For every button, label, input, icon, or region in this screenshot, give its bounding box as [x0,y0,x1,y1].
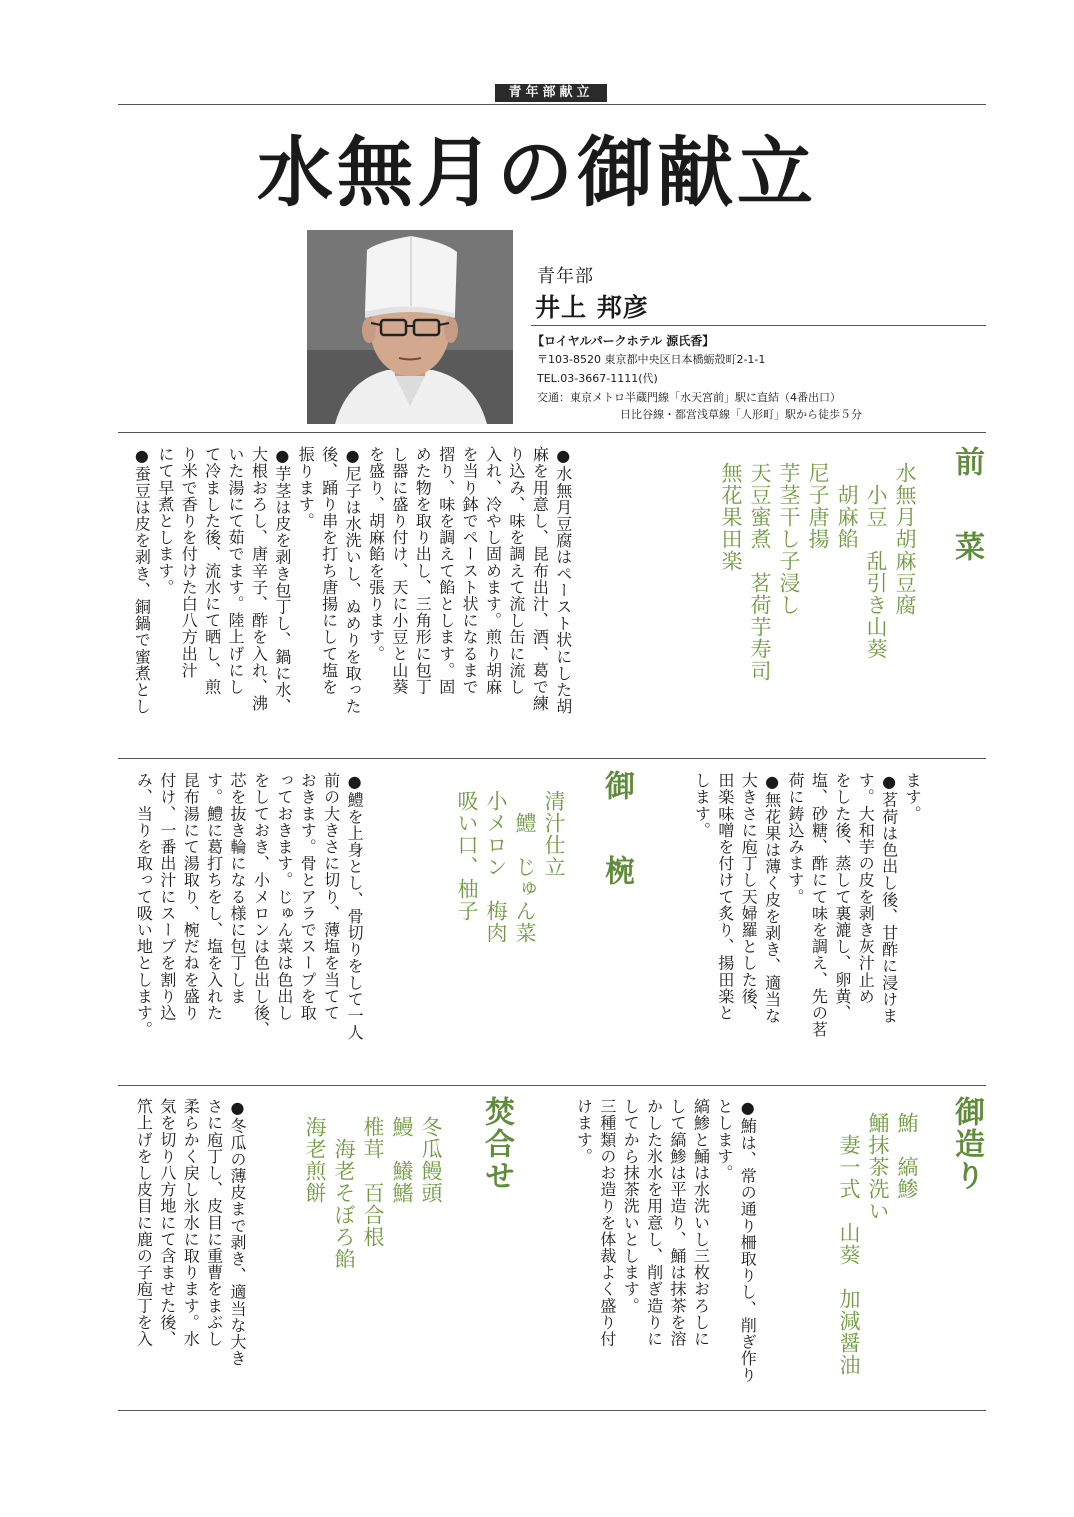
text-line: 塩、砂糖、酢にて味を調え、先の茗 [809,772,829,1038]
text-line: ●水無月豆腐はペースト状にした胡 [553,446,573,715]
text-line: 柔らかく戻し氷水に取ります。水 [181,1098,201,1347]
owan-body-continued [690,772,924,1077]
chef-portrait-image [307,230,513,424]
text-line: て冷ました後、流水にて晒し、煎 [202,446,222,695]
section-tag: 青年部献立 [495,84,607,102]
text-line: めた物を取り出し、三角形に包丁 [413,446,433,695]
owan-menu-item: 清汁仕立 [542,790,566,878]
author-name: 井上 邦彦 [535,293,649,322]
author-department: 青年部 [537,266,594,287]
text-line: とします。 [714,1098,734,1181]
text-line: 大きさに庖丁し天婦羅とした後、 [739,772,759,1021]
text-line: ます。 [903,772,923,822]
text-line: をしておき、小メロンは色出し後、 [251,772,271,1038]
text-line: をした後、蒸して裏漉し、卵黄、 [832,772,852,1021]
text-line: けます。 [574,1098,594,1165]
otsukuri-menu-item: 鯒抹茶洗い [866,1112,890,1222]
owan-heading: 御 椀 [599,770,634,895]
text-line: ●芋茎は皮を剥き包丁し、鍋に水、 [272,446,292,715]
text-line: っておきます。じゅん菜は色出し [274,772,294,1021]
text-line: 摺り、味を調えて餡とします。固 [436,446,456,695]
telephone: TEL.03-3667-1111(代) [537,372,658,385]
page-title: 水無月の御献立 [257,128,817,217]
takiawase-heading: 焚合せ [479,1096,514,1192]
otsukuri-menu-item: 妻一式 山葵 加減醤油 [837,1112,861,1376]
text-line: ●鱧を上身とし、骨切りをして一人 [345,772,365,1041]
owan-menu-item: 鱧 じゅん菜 [513,790,537,944]
header-rule [118,104,986,105]
text-line: ●鮪は、常の通り柵取りし、削ぎ作り [738,1098,758,1384]
takiawase-menu-item: 海老そぼろ餡 [332,1116,356,1270]
text-line: し器に盛り付け、天に小豆と山葵 [389,446,409,695]
text-line: 田楽味噌を付けて炙り、揚田楽と [715,772,735,1021]
text-line: 笊上げをし皮目に鹿の子庖丁を入 [134,1098,154,1347]
text-line: 気を切り八方地にて含ませた後、 [157,1098,177,1347]
text-line: ●蚕豆は皮を剥き、銅鍋で蜜煮とし [132,446,152,715]
text-line: して縞鯵は平造り、鯒は抹茶を溶 [668,1098,688,1347]
zensai-body [130,446,575,751]
text-line: み、当りを取って吸い地とします。 [134,772,154,1038]
text-line: にて早煮とします。 [155,446,175,596]
band-rule-3 [118,1085,986,1086]
text-line: 縞鯵と鯒は水洗いし三枚おろしに [691,1098,711,1347]
zensai-menu-item: 小豆 乱引き山葵 [864,462,888,660]
text-line: 昆布湯にて湯取り、椀だねを盛り [181,772,201,1021]
address: 〒103-8520 東京都中央区日本橋蛎殻町2-1-1 [537,353,766,366]
text-line: ●尼子は水洗いし、ぬめりを取った [343,446,363,715]
band-rule-2 [118,758,986,759]
text-line: します。 [692,772,712,839]
otsukuri-menu [834,1112,921,1402]
otsukuri-menu-item: 鮪 縞鯵 [895,1112,919,1200]
hotel-name: 【ロイヤルパークホテル 源氏香】 [532,334,715,348]
text-line: ●無花果は薄く皮を剥き、適当な [762,772,782,1024]
zensai-menu-item: 芋茎干し子浸し [777,462,801,616]
author-rule [531,325,986,326]
owan-menu-item: 吸い口、柚子 [455,790,479,922]
zensai-menu-item: 胡麻餡 [835,462,859,550]
owan-menu-item: 小メロン 梅肉 [484,790,508,944]
takiawase-menu [300,1116,445,1401]
owan-menu [452,790,568,1070]
zensai-menu-item: 尼子唐揚 [806,462,830,550]
text-line: り米で香りを付けた白八方出汁 [179,446,199,679]
zensai-menu-item: 無花果田楽 [719,462,743,572]
text-line: さに庖丁し、皮目に重曹をまぶし [204,1098,224,1347]
otsukuri-heading: 御造り [949,1096,984,1192]
text-line: ●茗荷は色出し後、甘酢に浸けま [879,772,899,1024]
takiawase-menu-item: 海老煎餅 [303,1116,327,1204]
text-line: 荷に鋳込みます。 [786,772,806,905]
otsukuri-body [572,1098,759,1403]
text-line: り込み、味を調えて流し缶に流し [506,446,526,695]
takiawase-menu-item: 鰻 鱶鰭 [390,1116,414,1204]
text-line: いた湯にて茹でます。陸上げにし [226,446,246,695]
zensai-menu-item: 天豆蜜煮 茗荷芋寿司 [748,462,772,682]
text-line: してから抹茶洗いとします。 [621,1098,641,1314]
text-line: 麻を用意し、昆布出汁、酒、葛で練 [530,446,550,712]
zensai-menu-item: 水無月胡麻豆腐 [893,462,917,616]
text-line: おきます。骨とアラでスープを取 [298,772,318,1021]
access-line-1: 交通：東京メトロ半蔵門線「水天宮前」駅に直結（4番出口） [537,391,841,404]
text-line: 入れ、冷やし固めます。煎り胡麻 [483,446,503,695]
chef-photo [307,230,513,424]
access-line-2: 日比谷線・都営浅草線「人形町」駅から徒歩５分 [620,408,862,421]
takiawase-menu-item: 冬瓜饅頭 [419,1116,443,1204]
text-line: 芯を抜き輪になる様に包丁しま [228,772,248,1005]
text-line: す。大和芋の皮を剥き灰汁止め [856,772,876,1005]
text-line: を盛り、胡麻餡を張ります。 [366,446,386,662]
text-line: 前の大きさに切り、薄塩を当てて [321,772,341,1021]
band-rule-4 [118,1410,986,1411]
takiawase-menu-item: 椎茸 百合根 [361,1116,385,1248]
text-line: 大根おろし、唐辛子、酢を入れ、沸 [249,446,269,712]
owan-body [132,772,366,1077]
text-line: 三種類のお造りを体裁よく盛り付 [597,1098,617,1347]
text-line: 付け、一番出汁にスープを割り込 [157,772,177,1021]
band-rule-1 [118,432,986,433]
text-line: 後、踊り串を打ち唐揚にして塩を [319,446,339,695]
zensai-menu [716,462,919,752]
text-line: 振ります。 [296,446,316,529]
takiawase-body [132,1098,249,1403]
text-line: ●冬瓜の薄皮まで剥き、適当な大き [228,1098,248,1367]
text-line: かした氷水を用意し、削ぎ造りに [644,1098,664,1347]
zensai-heading: 前 菜 [949,446,984,571]
text-line: を当り鉢でペースト状になるまで [460,446,480,695]
text-line: す。鱧に葛打ちをし、塩を入れた [204,772,224,1021]
